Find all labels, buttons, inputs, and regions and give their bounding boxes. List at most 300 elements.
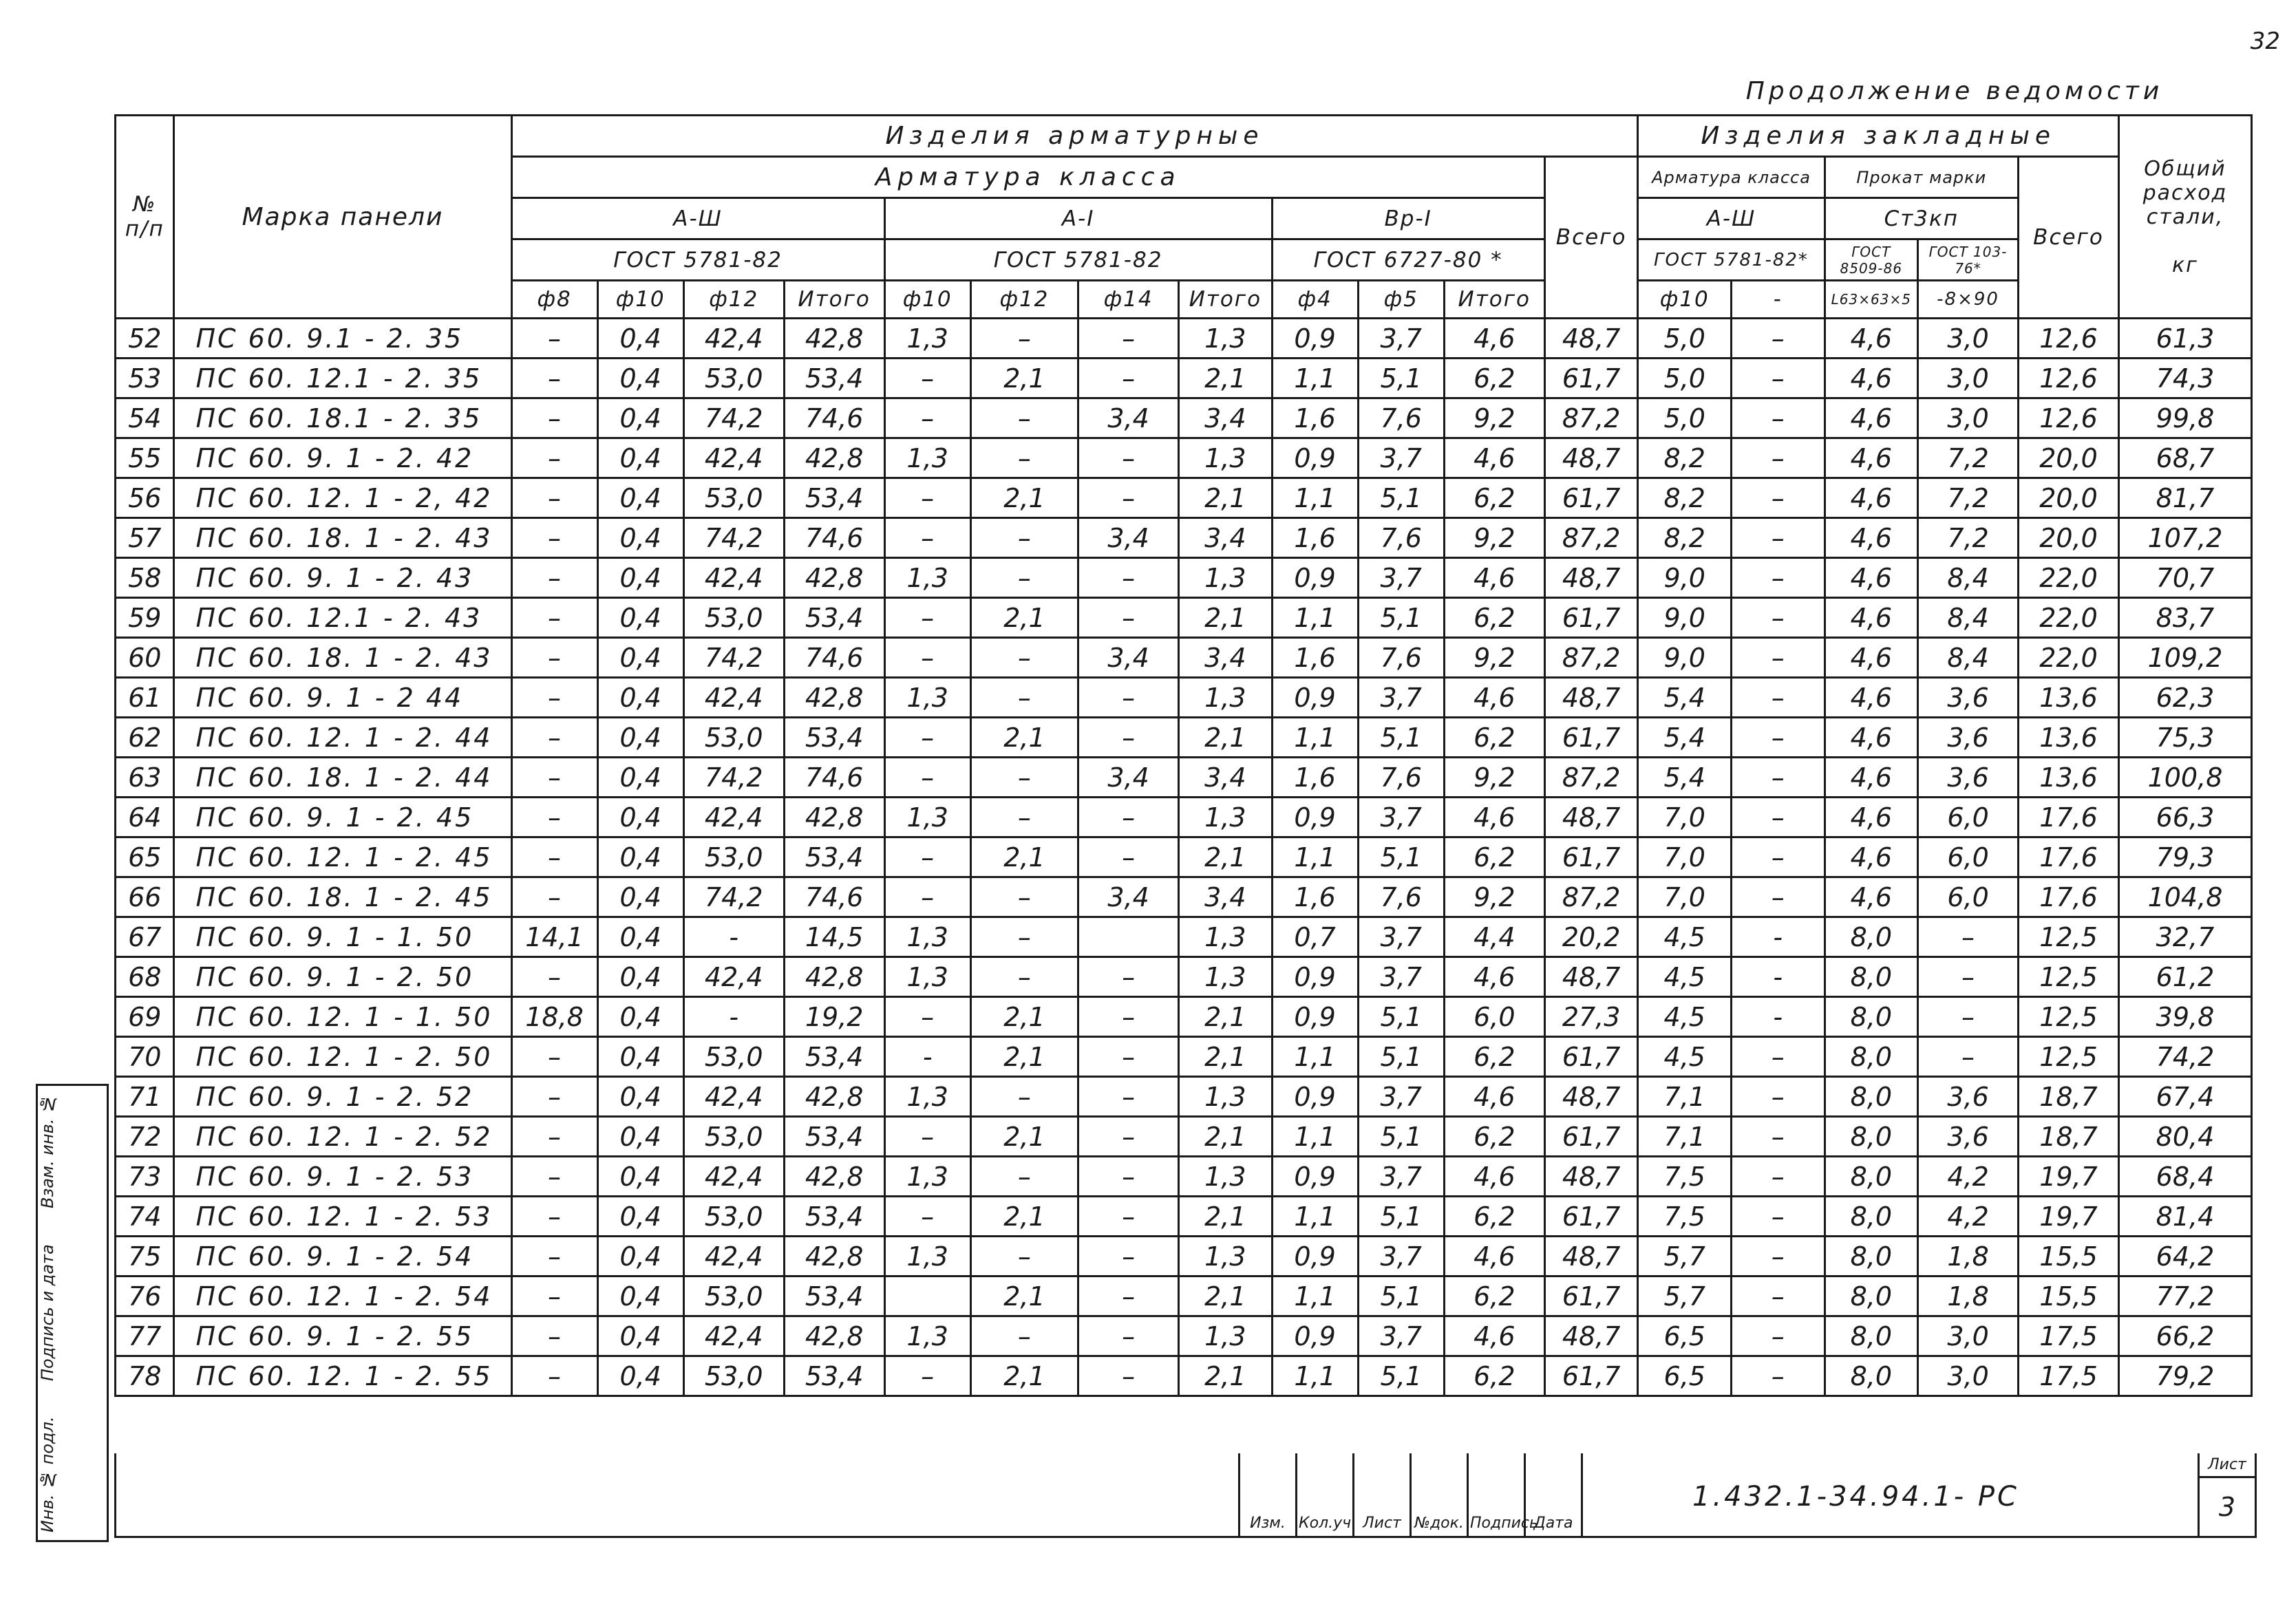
header-emb-rebar-class: Арматура класса xyxy=(1638,157,1825,198)
table-row xyxy=(116,1237,2252,1276)
table-cell: 7,2 xyxy=(1918,518,2019,558)
table-cell: 7,1 xyxy=(1638,1117,1732,1157)
table-cell: - xyxy=(1732,917,1825,957)
table-cell: 9,2 xyxy=(1444,638,1544,678)
table-cell: – xyxy=(1078,957,1179,997)
table-cell: 0,4 xyxy=(597,1197,683,1237)
table-row xyxy=(116,997,2252,1037)
panel-brand-cell: ПС 60. 9. 1 - 1. 50 xyxy=(174,917,511,957)
table-cell: 1,1 xyxy=(1272,1276,1358,1316)
table-cell: 3,0 xyxy=(1918,398,2019,438)
table-cell: 3,7 xyxy=(1358,917,1444,957)
table-cell: 3,7 xyxy=(1358,1237,1444,1276)
table-cell: 2,1 xyxy=(1179,1356,1273,1396)
table-cell: 7,5 xyxy=(1638,1197,1732,1237)
table-cell: 53,4 xyxy=(784,478,884,518)
table-cell: 15,5 xyxy=(2019,1237,2119,1276)
table-cell xyxy=(1078,917,1179,957)
table-cell: – xyxy=(1732,877,1825,917)
table-cell: 0,9 xyxy=(1272,1157,1358,1197)
table-cell: 6,2 xyxy=(1444,478,1544,518)
table-cell: 8,4 xyxy=(1918,638,2019,678)
table-cell: 3,6 xyxy=(1918,758,2019,798)
panel-brand-cell: ПС 60. 9. 1 - 2. 52 xyxy=(174,1077,511,1117)
table-cell: 9,0 xyxy=(1638,558,1732,598)
table-cell: 17,5 xyxy=(2019,1316,2119,1356)
table-cell: 61,7 xyxy=(1544,598,1638,638)
table-cell: 61,7 xyxy=(1544,359,1638,398)
table-cell: 4,6 xyxy=(1825,638,1918,678)
table-cell: 61,3 xyxy=(2118,319,2251,359)
table-cell: – xyxy=(1918,1037,2019,1077)
table-cell: – xyxy=(884,638,970,678)
table-cell: 2,1 xyxy=(970,718,1078,758)
table-cell: – xyxy=(1078,1276,1179,1316)
panel-brand-cell: ПС 60. 9. 1 - 2. 54 xyxy=(174,1237,511,1276)
panel-brand-cell: ПС 60. 9. 1 - 2. 42 xyxy=(174,438,511,478)
table-cell: 17,6 xyxy=(2019,877,2119,917)
sub-bp-d4: ф4 xyxy=(1272,281,1358,319)
table-cell: – xyxy=(884,518,970,558)
table-cell: 74,2 xyxy=(683,877,784,917)
table-cell: 3,4 xyxy=(1179,638,1273,678)
sub-a3-d12: ф12 xyxy=(683,281,784,319)
table-cell: 4,6 xyxy=(1444,319,1544,359)
table-cell: 4,5 xyxy=(1638,997,1732,1037)
header-emb-profile: Прокат марки xyxy=(1825,157,2018,198)
table-cell: – xyxy=(511,877,597,917)
table-cell: 0,4 xyxy=(597,798,683,837)
table-cell: 74,2 xyxy=(683,398,784,438)
header-class-bp1: Вр-I xyxy=(1272,198,1544,239)
table-cell: – xyxy=(511,678,597,718)
sub-a1-d14: ф14 xyxy=(1078,281,1179,319)
steel-consumption-table xyxy=(114,114,2253,1397)
table-cell: 13,6 xyxy=(2019,718,2119,758)
table-cell: 1,3 xyxy=(884,1316,970,1356)
table-cell: 0,4 xyxy=(597,438,683,478)
panel-brand-cell: ПС 60. 9. 1 - 2. 55 xyxy=(174,1316,511,1356)
table-cell: 7,0 xyxy=(1638,798,1732,837)
table-cell: – xyxy=(1078,718,1179,758)
table-cell: 3,4 xyxy=(1179,398,1273,438)
table-cell: – xyxy=(884,598,970,638)
table-cell: – xyxy=(511,319,597,359)
table-cell: 61,7 xyxy=(1544,1356,1638,1396)
table-cell: – xyxy=(884,877,970,917)
table-cell: – xyxy=(1732,478,1825,518)
table-cell: – xyxy=(1732,1077,1825,1117)
panel-brand-cell: ПС 60. 12. 1 - 2. 45 xyxy=(174,837,511,877)
tb-col-doc xyxy=(1410,1453,1467,1536)
table-cell: 4,6 xyxy=(1825,758,1918,798)
table-cell: 5,4 xyxy=(1638,718,1732,758)
table-cell: 12,5 xyxy=(2019,997,2119,1037)
table-cell: – xyxy=(1078,678,1179,718)
table-cell: 2,1 xyxy=(970,1276,1078,1316)
panel-brand-cell: ПС 60. 9. 1 - 2. 50 xyxy=(174,957,511,997)
table-cell: 3,7 xyxy=(1358,319,1444,359)
table-cell: 61,7 xyxy=(1544,1117,1638,1157)
table-cell: 57 xyxy=(116,518,174,558)
table-cell: 53,4 xyxy=(784,1356,884,1396)
table-cell: 4,5 xyxy=(1638,957,1732,997)
table-cell: 99,8 xyxy=(2118,398,2251,438)
table-cell: 13,6 xyxy=(2019,678,2119,718)
table-cell: – xyxy=(884,1117,970,1157)
table-cell: 42,8 xyxy=(784,1157,884,1197)
table-cell: 3,7 xyxy=(1358,957,1444,997)
table-cell: 53,4 xyxy=(784,1197,884,1237)
table-cell: – xyxy=(1732,518,1825,558)
panel-brand-cell: ПС 60. 12.1 - 2. 43 xyxy=(174,598,511,638)
table-cell: – xyxy=(1078,478,1179,518)
table-cell: 4,6 xyxy=(1825,558,1918,598)
table-cell: 0,4 xyxy=(597,837,683,877)
table-cell: 12,5 xyxy=(2019,917,2119,957)
table-cell: 53,0 xyxy=(683,837,784,877)
table-cell: 3,6 xyxy=(1918,1077,2019,1117)
table-cell: 87,2 xyxy=(1544,398,1638,438)
table-cell: 8,0 xyxy=(1825,1197,1918,1237)
header-class-a1: А-I xyxy=(884,198,1272,239)
table-row xyxy=(116,1276,2252,1316)
table-cell: 3,7 xyxy=(1358,1316,1444,1356)
table-cell: 67 xyxy=(116,917,174,957)
table-cell: – xyxy=(970,1237,1078,1276)
table-cell: – xyxy=(970,877,1078,917)
table-cell: 1,3 xyxy=(884,438,970,478)
table-cell: 5,7 xyxy=(1638,1237,1732,1276)
table-cell: – xyxy=(1732,758,1825,798)
table-header xyxy=(116,116,2252,319)
table-cell: – xyxy=(511,1356,597,1396)
table-cell: 8,0 xyxy=(1825,1157,1918,1197)
side-sign-date: Подпись и дата xyxy=(38,1244,57,1382)
table-cell: 2,1 xyxy=(970,1356,1078,1396)
table-cell: 87,2 xyxy=(1544,518,1638,558)
table-cell: – xyxy=(1732,558,1825,598)
table-cell: 20,0 xyxy=(2019,518,2119,558)
table-cell: 42,8 xyxy=(784,1237,884,1276)
table-cell: – xyxy=(511,518,597,558)
table-cell: 42,4 xyxy=(683,798,784,837)
table-row xyxy=(116,398,2252,438)
table-cell: 1,3 xyxy=(1179,1237,1273,1276)
table-cell: 0,9 xyxy=(1272,1237,1358,1276)
table-cell: – xyxy=(511,359,597,398)
sub-a3-d10: ф10 xyxy=(597,281,683,319)
table-cell: 74,2 xyxy=(683,758,784,798)
table-cell: – xyxy=(1732,359,1825,398)
table-cell: 6,2 xyxy=(1444,718,1544,758)
table-cell: 3,0 xyxy=(1918,1316,2019,1356)
table-cell: 3,4 xyxy=(1078,398,1179,438)
table-cell: 8,0 xyxy=(1825,1077,1918,1117)
panel-brand-cell: ПС 60. 18. 1 - 2. 44 xyxy=(174,758,511,798)
table-cell: 1,1 xyxy=(1272,718,1358,758)
side-inv-no: Инв. № подл. xyxy=(38,1416,57,1533)
header-rebar-total: Всего xyxy=(1544,157,1638,319)
panel-brand-cell: ПС 60. 12. 1 - 2. 44 xyxy=(174,718,511,758)
panel-brand-cell: ПС 60. 12. 1 - 2. 50 xyxy=(174,1037,511,1077)
table-cell: 3,7 xyxy=(1358,1157,1444,1197)
table-cell: 69 xyxy=(116,997,174,1037)
table-cell: 61,2 xyxy=(2118,957,2251,997)
table-cell: 75,3 xyxy=(2118,718,2251,758)
table-cell: 53,0 xyxy=(683,1276,784,1316)
table-cell: – xyxy=(511,1276,597,1316)
table-cell: 61,7 xyxy=(1544,1276,1638,1316)
table-cell: 2,1 xyxy=(970,359,1078,398)
table-cell: 8,0 xyxy=(1825,1316,1918,1356)
table-cell: – xyxy=(1078,1356,1179,1396)
table-cell: 48,7 xyxy=(1544,957,1638,997)
table-cell: 0,4 xyxy=(597,718,683,758)
table-cell: 0,4 xyxy=(597,1356,683,1396)
header-gost-bp1: ГОСТ 6727-80 * xyxy=(1272,239,1544,281)
table-cell: 0,4 xyxy=(597,678,683,718)
panel-brand-cell: ПС 60. 12.1 - 2. 35 xyxy=(174,359,511,398)
tb-col-change xyxy=(1238,1453,1295,1536)
table-body xyxy=(116,319,2252,1396)
table-cell: 3,0 xyxy=(1918,1356,2019,1396)
table-cell: 42,4 xyxy=(683,1077,784,1117)
table-cell: 53,0 xyxy=(683,1356,784,1396)
table-cell: 2,1 xyxy=(1179,997,1273,1037)
panel-brand-cell: ПС 60. 18. 1 - 2. 45 xyxy=(174,877,511,917)
table-cell: 5,1 xyxy=(1358,1197,1444,1237)
table-cell: 1,3 xyxy=(884,1237,970,1276)
table-row xyxy=(116,1117,2252,1157)
table-cell: 8,2 xyxy=(1638,478,1732,518)
header-class-a3: А-Ш xyxy=(511,198,884,239)
table-cell: – xyxy=(511,638,597,678)
header-rebar-products: Изделия арматурные xyxy=(511,116,1638,157)
table-cell: 3,4 xyxy=(1179,758,1273,798)
table-cell: 4,6 xyxy=(1444,558,1544,598)
table-cell: 48,7 xyxy=(1544,798,1638,837)
table-cell: 0,4 xyxy=(597,598,683,638)
table-cell: 0,4 xyxy=(597,558,683,598)
table-cell: 42,4 xyxy=(683,558,784,598)
table-cell: – xyxy=(884,359,970,398)
table-cell: 42,4 xyxy=(683,1237,784,1276)
table-cell: 3,6 xyxy=(1918,1117,2019,1157)
table-cell: – xyxy=(511,598,597,638)
table-cell: 22,0 xyxy=(2019,638,2119,678)
table-cell: 6,2 xyxy=(1444,1117,1544,1157)
table-cell: 66,3 xyxy=(2118,798,2251,837)
table-cell: – xyxy=(1918,957,2019,997)
table-cell: 53 xyxy=(116,359,174,398)
table-cell: 42,8 xyxy=(784,798,884,837)
table-cell: 2,1 xyxy=(970,478,1078,518)
table-cell: 1,1 xyxy=(1272,359,1358,398)
table-cell: – xyxy=(511,957,597,997)
table-cell: 3,0 xyxy=(1918,319,2019,359)
table-cell: 9,2 xyxy=(1444,758,1544,798)
panel-brand-cell: ПС 60. 9. 1 - 2. 43 xyxy=(174,558,511,598)
table-cell: – xyxy=(511,398,597,438)
panel-brand-cell: ПС 60. 12. 1 - 2. 55 xyxy=(174,1356,511,1396)
table-cell: 48,7 xyxy=(1544,1316,1638,1356)
panel-brand-cell: ПС 60. 12. 1 - 1. 50 xyxy=(174,997,511,1037)
table-cell: 5,0 xyxy=(1638,319,1732,359)
table-cell: 3,6 xyxy=(1918,718,2019,758)
table-cell: 67,4 xyxy=(2118,1077,2251,1117)
table-cell: 63 xyxy=(116,758,174,798)
table-cell: 3,7 xyxy=(1358,1077,1444,1117)
table-cell: 0,4 xyxy=(597,1316,683,1356)
table-cell: 4,6 xyxy=(1825,798,1918,837)
table-cell: 0,4 xyxy=(597,319,683,359)
table-cell: 2,1 xyxy=(970,1037,1078,1077)
table-cell: – xyxy=(1078,1157,1179,1197)
table-cell: 1,3 xyxy=(1179,1316,1273,1356)
table-cell: 8,2 xyxy=(1638,518,1732,558)
table-row xyxy=(116,1077,2252,1117)
table-cell: 4,6 xyxy=(1444,1077,1544,1117)
table-cell: 2,1 xyxy=(970,1197,1078,1237)
header-emb-gost-a3: ГОСТ 5781-82* xyxy=(1638,239,1825,281)
table-cell: 1,1 xyxy=(1272,478,1358,518)
table-row xyxy=(116,1157,2252,1197)
table-cell: 54 xyxy=(116,398,174,438)
table-cell: 20,2 xyxy=(1544,917,1638,957)
table-cell: – xyxy=(1732,638,1825,678)
side-replace-inv: Взам. инв. № xyxy=(38,1094,57,1208)
table-cell: - xyxy=(884,1037,970,1077)
table-cell: 76 xyxy=(116,1276,174,1316)
table-cell: 77 xyxy=(116,1316,174,1356)
table-cell: 2,1 xyxy=(1179,478,1273,518)
sub-emb-d10: ф10 xyxy=(1638,281,1732,319)
table-cell: 58 xyxy=(116,558,174,598)
table-cell: 4,2 xyxy=(1918,1157,2019,1197)
table-cell: – xyxy=(970,678,1078,718)
table-cell: – xyxy=(1732,398,1825,438)
table-cell: 0,4 xyxy=(597,359,683,398)
table-cell: 2,1 xyxy=(970,598,1078,638)
table-cell: 3,7 xyxy=(1358,798,1444,837)
table-cell xyxy=(884,1276,970,1316)
table-cell: 22,0 xyxy=(2019,598,2119,638)
table-row xyxy=(116,1356,2252,1396)
table-cell: 4,2 xyxy=(1918,1197,2019,1237)
table-cell: 74,6 xyxy=(784,518,884,558)
header-emb-total: Всего xyxy=(2019,157,2119,319)
unit-label: кг xyxy=(2172,253,2198,277)
table-cell: 64,2 xyxy=(2118,1237,2251,1276)
table-cell: 12,6 xyxy=(2019,398,2119,438)
tb-col-sheet xyxy=(1352,1453,1410,1536)
table-cell: 19,7 xyxy=(2019,1157,2119,1197)
table-cell: 4,6 xyxy=(1825,598,1918,638)
table-cell: 12,5 xyxy=(2019,1037,2119,1077)
table-cell: 6,0 xyxy=(1444,997,1544,1037)
table-cell: 1,1 xyxy=(1272,1197,1358,1237)
table-cell: – xyxy=(1078,997,1179,1037)
table-cell: 61,7 xyxy=(1544,837,1638,877)
table-cell: 6,0 xyxy=(1918,837,2019,877)
table-cell: – xyxy=(511,798,597,837)
table-cell: – xyxy=(884,1356,970,1396)
table-row xyxy=(116,1316,2252,1356)
table-cell: 100,8 xyxy=(2118,758,2251,798)
table-cell: 61,7 xyxy=(1544,1037,1638,1077)
table-cell: 42,8 xyxy=(784,319,884,359)
table-cell: 1,6 xyxy=(1272,638,1358,678)
table-cell: 2,1 xyxy=(1179,718,1273,758)
table-cell: 7,0 xyxy=(1638,837,1732,877)
table-cell: 1,3 xyxy=(1179,798,1273,837)
table-cell: 5,0 xyxy=(1638,398,1732,438)
table-cell: 4,6 xyxy=(1825,398,1918,438)
table-cell: – xyxy=(511,478,597,518)
table-cell: 1,3 xyxy=(884,1157,970,1197)
header-gost-103: ГОСТ 103-76* xyxy=(1918,239,2019,281)
table-cell: – xyxy=(884,1197,970,1237)
header-emb-steel: Ст3кп xyxy=(1825,198,2018,239)
table-cell: 64 xyxy=(116,798,174,837)
table-cell: – xyxy=(1732,438,1825,478)
table-cell: 6,2 xyxy=(1444,1356,1544,1396)
table-cell: 42,8 xyxy=(784,678,884,718)
table-cell: 7,5 xyxy=(1638,1157,1732,1197)
table-cell: 74,2 xyxy=(683,638,784,678)
sheet-number: 3 xyxy=(2218,1492,2236,1522)
table-cell: 5,1 xyxy=(1358,1276,1444,1316)
tb-col-label: Кол.уч xyxy=(1299,1515,1352,1532)
table-cell: 9,0 xyxy=(1638,598,1732,638)
table-cell: 3,4 xyxy=(1179,877,1273,917)
header-brand: Марка панели xyxy=(174,116,511,319)
table-cell: 1,3 xyxy=(1179,319,1273,359)
title-block xyxy=(114,1453,2257,1538)
table-cell: 17,5 xyxy=(2019,1356,2119,1396)
table-cell: 1,3 xyxy=(884,957,970,997)
table-cell: - xyxy=(683,997,784,1037)
table-row xyxy=(116,1197,2252,1237)
table-cell: 8,4 xyxy=(1918,558,2019,598)
table-cell: – xyxy=(1078,319,1179,359)
table-cell: 4,6 xyxy=(1825,837,1918,877)
table-cell: 0,4 xyxy=(597,1077,683,1117)
tb-col-label: №док. xyxy=(1414,1515,1464,1532)
sub-a3-total: Итого xyxy=(784,281,884,319)
table-cell: – xyxy=(884,398,970,438)
table-cell: 42,4 xyxy=(683,1157,784,1197)
table-cell: 7,1 xyxy=(1638,1077,1732,1117)
table-cell: 53,4 xyxy=(784,718,884,758)
table-cell: 4,6 xyxy=(1444,957,1544,997)
tb-col-signature xyxy=(1467,1453,1538,1536)
header-no: № п/п xyxy=(116,116,174,319)
table-cell: 12,6 xyxy=(2019,359,2119,398)
sub-emb-angle: L63×63×5 xyxy=(1825,281,1918,319)
table-cell: 107,2 xyxy=(2118,518,2251,558)
table-cell: 13,6 xyxy=(2019,758,2119,798)
table-cell: 8,0 xyxy=(1825,1276,1918,1316)
table-cell: 81,7 xyxy=(2118,478,2251,518)
panel-brand-cell: ПС 60. 12. 1 - 2, 42 xyxy=(174,478,511,518)
table-cell: 5,1 xyxy=(1358,718,1444,758)
table-cell: 61,7 xyxy=(1544,1197,1638,1237)
table-cell: 2,1 xyxy=(1179,1197,1273,1237)
table-cell: 32,7 xyxy=(2118,917,2251,957)
table-cell: 73 xyxy=(116,1157,174,1197)
